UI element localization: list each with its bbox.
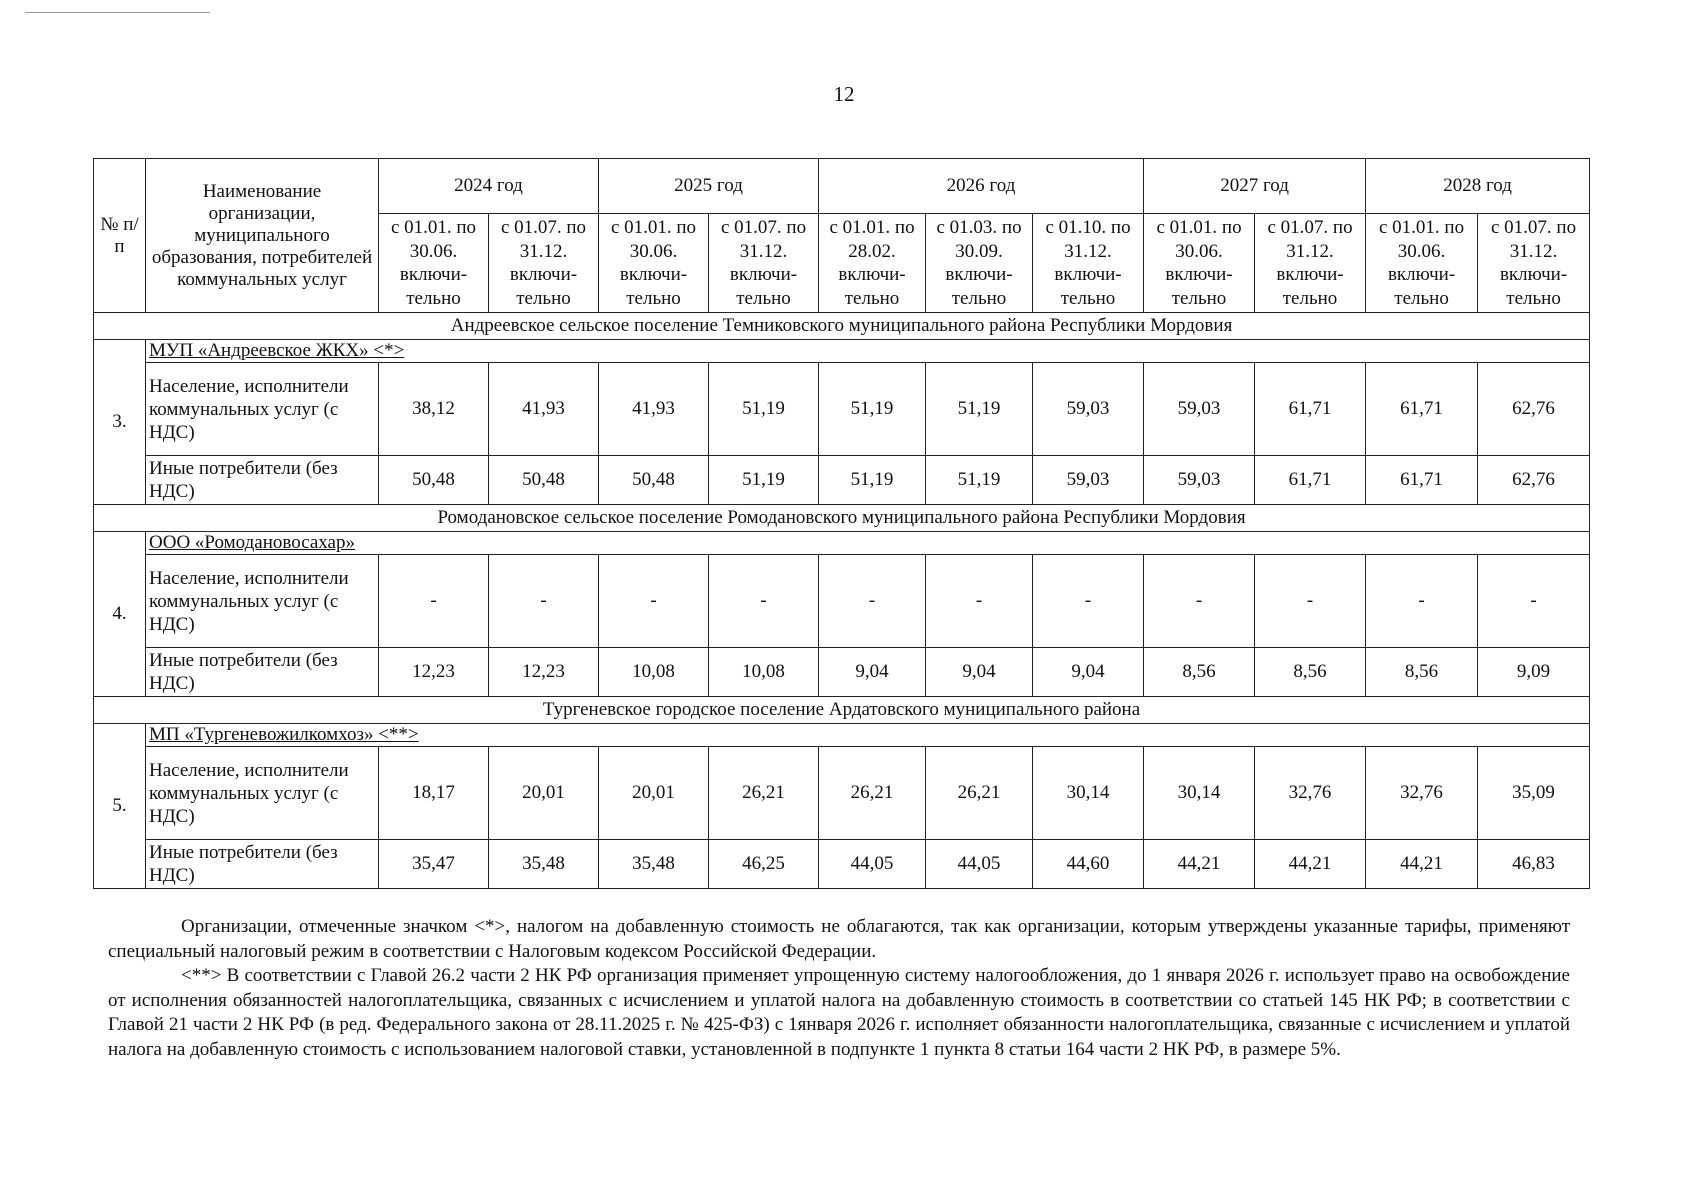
scan-top-line xyxy=(25,12,210,13)
tariff-value: 61,71 xyxy=(1366,456,1478,505)
tariff-value: 50,48 xyxy=(489,456,599,505)
tariff-value: 20,01 xyxy=(599,747,709,840)
tariff-value: 30,14 xyxy=(1033,747,1144,840)
tariff-value: 61,71 xyxy=(1255,363,1366,456)
header-number: № п/п xyxy=(94,159,146,313)
tariff-value: - xyxy=(1033,555,1144,648)
section-title-row xyxy=(94,313,1590,340)
tariff-value: 12,23 xyxy=(379,648,489,697)
consumer-label: Население, исполнители коммунальных услуг (с НДС) xyxy=(146,747,379,840)
table-body xyxy=(94,313,1590,889)
tariff-value: 8,56 xyxy=(1144,648,1255,697)
tariff-value: 50,48 xyxy=(599,456,709,505)
tariff-value: 9,04 xyxy=(1033,648,1144,697)
period-header: с 01.01. по 30.06. включи-тельно xyxy=(379,214,489,313)
year-header: 2024 год xyxy=(379,159,599,214)
tariff-value: 50,48 xyxy=(379,456,489,505)
period-header: с 01.03. по 30.09. включи-тельно xyxy=(926,214,1033,313)
tariff-value: 59,03 xyxy=(1144,456,1255,505)
tariff-value: 46,25 xyxy=(709,840,819,889)
tariff-value: - xyxy=(489,555,599,648)
tariff-value: - xyxy=(1255,555,1366,648)
tariff-value: - xyxy=(379,555,489,648)
organization-name: МП «Тургеневожилкомхоз» <**> xyxy=(146,724,1590,747)
footnote-1: Организации, отмеченные значком <*>, налогом на добавленную стоимость не облагаются, так как организации, которым утверждены указанные тарифы, применяют специальный налоговый режим в соответствии с Налоговым кодексом Российской Федерации. xyxy=(108,916,1570,962)
period-header: с 01.07. по 31.12. включи-тельно xyxy=(489,214,599,313)
section-title: Тургеневское городское поселение Ардатовского муниципального района xyxy=(94,697,1590,724)
tariff-value: 59,03 xyxy=(1033,363,1144,456)
tariff-value: 26,21 xyxy=(709,747,819,840)
tariff-value: - xyxy=(1366,555,1478,648)
tariff-value: 35,09 xyxy=(1478,747,1590,840)
tariff-value: - xyxy=(819,555,926,648)
tariff-value: 61,71 xyxy=(1255,456,1366,505)
tariff-value: 12,23 xyxy=(489,648,599,697)
consumer-label: Иные потребители (без НДС) xyxy=(146,648,379,697)
consumer-label: Иные потребители (без НДС) xyxy=(146,840,379,889)
tariff-value: - xyxy=(599,555,709,648)
period-header: с 01.01. по 30.06. включи-тельно xyxy=(599,214,709,313)
tariff-value: 32,76 xyxy=(1255,747,1366,840)
section-title-row xyxy=(94,697,1590,724)
tariff-value: 44,21 xyxy=(1255,840,1366,889)
tariff-value: 41,93 xyxy=(489,363,599,456)
tariff-value: 30,14 xyxy=(1144,747,1255,840)
tariff-value: - xyxy=(1144,555,1255,648)
period-header: с 01.07. по 31.12. включи-тельно xyxy=(709,214,819,313)
tariff-value: 8,56 xyxy=(1255,648,1366,697)
tariff-value: 9,09 xyxy=(1478,648,1590,697)
row-number: 4. xyxy=(94,532,146,697)
tariff-value: 20,01 xyxy=(489,747,599,840)
tariff-value: 32,76 xyxy=(1366,747,1478,840)
table-header xyxy=(94,159,1590,313)
period-header: с 01.01. по 30.06. включи-тельно xyxy=(1366,214,1478,313)
tariff-value: 10,08 xyxy=(599,648,709,697)
consumer-label: Население, исполнители коммунальных услуг (с НДС) xyxy=(146,555,379,648)
table-row xyxy=(94,363,1590,456)
year-header: 2026 год xyxy=(819,159,1144,214)
tariff-value: 35,47 xyxy=(379,840,489,889)
tariff-value: 44,05 xyxy=(926,840,1033,889)
table-row xyxy=(94,840,1590,889)
tariff-value: 46,83 xyxy=(1478,840,1590,889)
consumer-label: Население, исполнители коммунальных услуг (с НДС) xyxy=(146,363,379,456)
table-row xyxy=(94,456,1590,505)
tariff-value: 35,48 xyxy=(599,840,709,889)
tariff-value: 44,21 xyxy=(1144,840,1255,889)
row-number: 5. xyxy=(94,724,146,889)
tariff-value: 10,08 xyxy=(709,648,819,697)
section-title: Ромодановское сельское поселение Ромодановского муниципального района Республики Мордовия xyxy=(94,505,1590,532)
tariff-value: 51,19 xyxy=(926,363,1033,456)
tariff-value: 51,19 xyxy=(709,456,819,505)
period-header: с 01.01. по 30.06. включи-тельно xyxy=(1144,214,1255,313)
table-row xyxy=(94,648,1590,697)
period-header: с 01.07. по 31.12. включи-тельно xyxy=(1255,214,1366,313)
year-row xyxy=(94,159,1590,214)
tariff-value: 62,76 xyxy=(1478,456,1590,505)
organization-name: ООО «Ромодановосахар» xyxy=(146,532,1590,555)
tariff-value: 51,19 xyxy=(926,456,1033,505)
year-header: 2027 год xyxy=(1144,159,1366,214)
organization-row xyxy=(94,340,1590,363)
organization-name: МУП «Андреевское ЖКХ» <*> xyxy=(146,340,1590,363)
table-row xyxy=(94,747,1590,840)
tariff-value: 44,60 xyxy=(1033,840,1144,889)
tariff-value: 59,03 xyxy=(1033,456,1144,505)
tariff-table xyxy=(93,158,1590,889)
tariff-value: 41,93 xyxy=(599,363,709,456)
tariff-value: 51,19 xyxy=(709,363,819,456)
section-title: Андреевское сельское поселение Темниковского муниципального района Республики Мордовия xyxy=(94,313,1590,340)
tariff-value: 26,21 xyxy=(926,747,1033,840)
tariff-value: 62,76 xyxy=(1478,363,1590,456)
year-header: 2025 год xyxy=(599,159,819,214)
header-name: Наименование организации, муниципального образования, потребителей коммунальных услуг xyxy=(146,159,379,313)
tariff-value: 51,19 xyxy=(819,363,926,456)
year-header: 2028 год xyxy=(1366,159,1590,214)
footnote-2: <**> В соответствии с Главой 26.2 части 2 НК РФ организация применяет упрощенную систему налогообложения, до 1 января 2026 г. использует право на освобождение от исполнения обязанностей налогоплательщика, связанных с исчислением и уплатой налога на добавленную стоимость в соответствии со статьей 145 НК РФ; в соответствии с Главой 21 части 2 НК РФ (в ред. Федерального закона от 28.11.2025 г. № 425-ФЗ) с 1января 2026 г. исполняет обязанности налогоплательщика, связанные с исчислением и уплатой налога на добавленную стоимость с использованием налоговой ставки, установленной в подпункте 1 пункта 8 статьи 164 части 2 НК РФ, в размере 5%. xyxy=(108,965,1570,1060)
tariff-value: - xyxy=(709,555,819,648)
tariff-value: 9,04 xyxy=(819,648,926,697)
tariff-value: 35,48 xyxy=(489,840,599,889)
tariff-value: - xyxy=(1478,555,1590,648)
tariff-value: 59,03 xyxy=(1144,363,1255,456)
table-row xyxy=(94,555,1590,648)
period-header: с 01.01. по 28.02. включи-тельно xyxy=(819,214,926,313)
footnotes xyxy=(108,915,1570,1062)
tariff-value: 8,56 xyxy=(1366,648,1478,697)
organization-row xyxy=(94,724,1590,747)
tariff-value: 18,17 xyxy=(379,747,489,840)
tariff-value: - xyxy=(926,555,1033,648)
row-number: 3. xyxy=(94,340,146,505)
tariff-value: 26,21 xyxy=(819,747,926,840)
tariff-value: 9,04 xyxy=(926,648,1033,697)
page-number: 12 xyxy=(833,82,855,106)
tariff-value: 44,05 xyxy=(819,840,926,889)
tariff-value: 51,19 xyxy=(819,456,926,505)
period-header: с 01.10. по 31.12. включи-тельно xyxy=(1033,214,1144,313)
section-title-row xyxy=(94,505,1590,532)
organization-row xyxy=(94,532,1590,555)
tariff-value: 61,71 xyxy=(1366,363,1478,456)
tariff-value: 44,21 xyxy=(1366,840,1478,889)
period-header: с 01.07. по 31.12. включи-тельно xyxy=(1478,214,1590,313)
consumer-label: Иные потребители (без НДС) xyxy=(146,456,379,505)
tariff-value: 38,12 xyxy=(379,363,489,456)
